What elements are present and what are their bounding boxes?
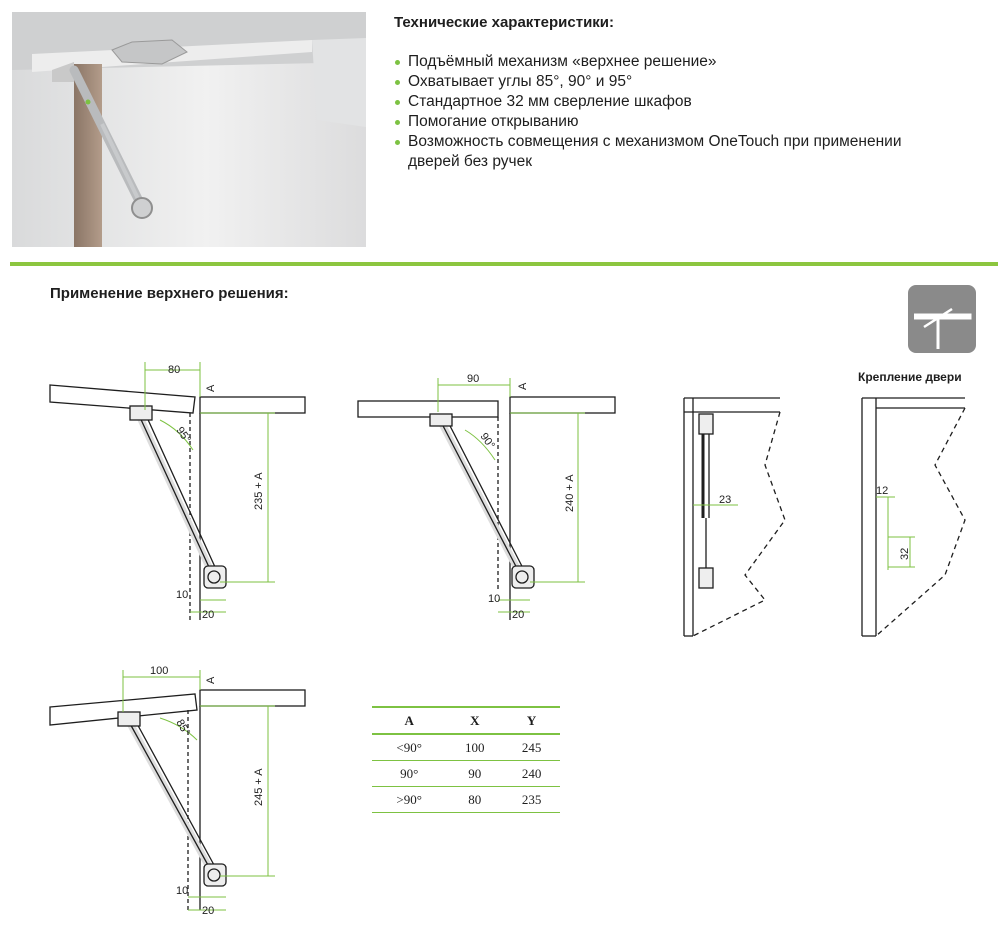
dim-side-2: 10 <box>488 593 501 605</box>
table-cell: 80 <box>446 787 503 813</box>
dim-width-2: 90 <box>467 373 480 385</box>
section-title: Применение верхнего решения: <box>50 285 289 302</box>
dim-width-1: 80 <box>168 364 181 376</box>
table-header: X <box>446 707 503 734</box>
spec-item: Охватывает углы 85°, 90° и 95° <box>394 72 954 92</box>
dim-side-1: 10 <box>176 589 189 601</box>
dim-angle-1: 95° <box>173 424 193 446</box>
table-cell: <90° <box>372 734 446 761</box>
dim-a-2: A <box>517 382 529 390</box>
dim-side-3: 10 <box>176 885 189 897</box>
table-cell: >90° <box>372 787 446 813</box>
dimensions-table <box>372 706 560 813</box>
table-header: Y <box>503 707 560 734</box>
specs-title: Технические характеристики: <box>394 14 615 31</box>
dim-height-3: 245 + A <box>253 768 265 806</box>
dim-a-3: A <box>205 676 217 684</box>
diagram-side-view <box>684 398 785 636</box>
spec-item: Помогание открыванию <box>394 112 954 132</box>
dim-bottom-3: 20 <box>202 905 215 917</box>
spec-item: Подъёмный механизм «верхнее решение» <box>394 52 954 72</box>
dim-door-spacing: 32 <box>899 547 911 560</box>
dim-height-1: 235 + A <box>253 472 265 510</box>
dim-angle-3: 85° <box>173 717 193 738</box>
table-cell: 245 <box>503 734 560 761</box>
dim-bottom-1: 20 <box>202 609 215 621</box>
dim-height-2: 240 + A <box>564 474 576 512</box>
dim-offset: 23 <box>719 494 732 506</box>
table-cell: 90 <box>446 761 503 787</box>
table-cell: 240 <box>503 761 560 787</box>
dim-bottom-2: 20 <box>512 609 525 621</box>
table-row <box>372 734 560 761</box>
diagram-door-mount <box>862 398 965 636</box>
dim-width-3: 100 <box>150 665 169 677</box>
spec-item: Возможность совмещения с механизмом OneTouch при применении дверей без ручек <box>394 132 954 172</box>
table-cell: 235 <box>503 787 560 813</box>
dim-door-top: 12 <box>876 485 889 497</box>
table-row <box>372 787 560 813</box>
spec-item: Стандартное 32 мм сверление шкафов <box>394 92 954 112</box>
diagram-95 <box>50 385 305 620</box>
dim-angle-2: 90° <box>477 430 497 452</box>
table-cell: 100 <box>446 734 503 761</box>
table-header-row <box>372 707 560 734</box>
mount-label: Крепление двери <box>858 370 962 384</box>
table-row <box>372 761 560 787</box>
table-cell: 90° <box>372 761 446 787</box>
dim-a-1: A <box>205 384 217 392</box>
table-header: A <box>372 707 446 734</box>
